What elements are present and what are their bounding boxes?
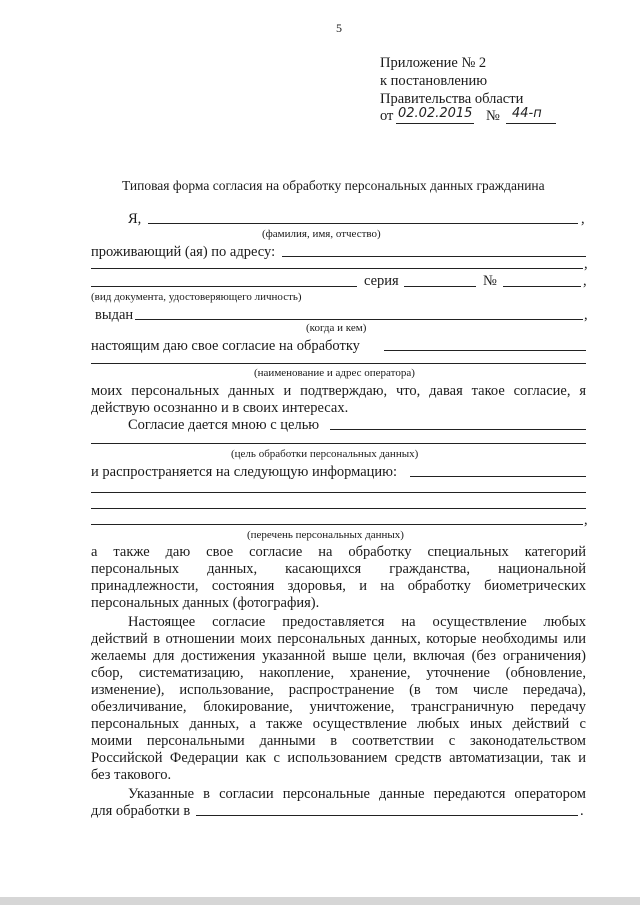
fio-field[interactable] xyxy=(148,223,578,224)
ya-label: Я, xyxy=(128,211,142,227)
para2-line-7: персональных данных, а также осуществление любых иных действий с xyxy=(91,716,586,732)
issued-field[interactable] xyxy=(135,319,583,320)
para2-line-5: изменение), использование, распространение (в том числе передача), xyxy=(91,682,586,698)
consent-text-line-1: моих персональных данных и подтверждаю, что, давая такое согласие, я xyxy=(91,383,586,399)
appendix-number-sign: № xyxy=(486,108,500,124)
appendix-number-line xyxy=(506,123,556,124)
consent-label: настоящим даю свое согласие на обработку xyxy=(91,338,360,354)
para3-line-2: для обработки в xyxy=(91,803,191,819)
address-field-1[interactable] xyxy=(282,256,586,257)
info-field-2[interactable] xyxy=(91,492,586,493)
purpose-field-2[interactable] xyxy=(91,443,586,444)
page-title: Типовая форма согласия на обработку персональных данных гражданина xyxy=(122,178,545,193)
fio-comma: , xyxy=(581,211,585,227)
para2-line-8: моими персональными данными в соответствии с законодательством xyxy=(91,733,586,749)
para2-line-9: Российской Федерации как с использованием средств автоматизации, так и xyxy=(91,750,586,766)
scan-edge xyxy=(0,897,640,905)
operator-field-1[interactable] xyxy=(384,350,586,351)
address-comma: , xyxy=(584,256,588,272)
appendix-line-2: к постановлению xyxy=(380,73,488,89)
issued-comma: , xyxy=(584,307,588,323)
consent-text-line-2: действую осознанно и в своих интересах. xyxy=(91,400,349,416)
purpose-hint: (цель обработки персональных данных) xyxy=(231,448,419,460)
appendix-date-prefix: от xyxy=(380,108,394,124)
page-number: 5 xyxy=(336,21,342,35)
address-label: проживающий (ая) по адресу: xyxy=(91,244,276,260)
special-line-4: персональных данных (фотография). xyxy=(91,595,320,611)
issued-label: выдан xyxy=(95,307,134,323)
doc-comma: , xyxy=(583,273,587,289)
purpose-field-1[interactable] xyxy=(330,429,586,430)
issued-hint: (когда и кем) xyxy=(306,322,367,334)
address-field-2[interactable] xyxy=(91,268,583,269)
operator-field-2[interactable] xyxy=(91,363,586,364)
appendix-date-value: 02.02.2015 xyxy=(398,106,473,121)
appendix-date-line xyxy=(396,123,474,124)
document-type-field[interactable] xyxy=(91,286,357,287)
special-line-3: принадлежности, состояния здоровья, и на обработку биометрических xyxy=(91,578,586,594)
info-comma: , xyxy=(584,512,588,528)
para2-line-10: без такового. xyxy=(91,767,172,783)
appendix-number-value: 44-п xyxy=(512,106,542,121)
info-label: и распространяется на следующую информацию: xyxy=(91,464,398,480)
para2-line-2: действий в отношении моих персональных данных, которые необходимы или xyxy=(91,631,586,647)
special-line-2: персональных данных, касающихся гражданства, национальной xyxy=(91,561,586,577)
appendix-line-3: Правительства области xyxy=(380,91,524,107)
series-label: серия xyxy=(364,273,399,289)
para2-line-1: Настоящее согласие предоставляется на осуществление любых xyxy=(128,614,586,630)
series-field[interactable] xyxy=(404,286,476,287)
info-field-1[interactable] xyxy=(410,476,586,477)
fio-hint: (фамилия, имя, отчество) xyxy=(262,228,381,240)
para2-line-4: сбор, систематизацию, накопление, хранение, уточнение (обновление, xyxy=(91,665,586,681)
doc-number-field[interactable] xyxy=(503,286,581,287)
appendix-line-1: Приложение № 2 xyxy=(380,55,487,71)
document-hint: (вид документа, удостоверяющего личность) xyxy=(91,291,302,303)
para2-line-6: обезличивание, блокирование, уничтожение, трансграничную передачу xyxy=(91,699,586,715)
processing-location-field[interactable] xyxy=(196,815,578,816)
doc-number-label: № xyxy=(483,273,497,289)
para2-line-3: желаемы для достижения указанной выше цели, включая (без ограничения) xyxy=(91,648,586,664)
info-field-3[interactable] xyxy=(91,508,586,509)
special-line-1: а также даю свое согласие на обработку специальных категорий xyxy=(91,544,586,560)
info-hint: (перечень персональных данных) xyxy=(247,529,404,541)
para3-period: . xyxy=(580,803,584,819)
operator-hint: (наименование и адрес оператора) xyxy=(254,367,415,379)
info-field-4[interactable] xyxy=(91,524,583,525)
para3-line-1: Указанные в согласии персональные данные передаются оператором xyxy=(128,786,586,802)
purpose-label: Согласие дается мною с целью xyxy=(128,417,320,433)
